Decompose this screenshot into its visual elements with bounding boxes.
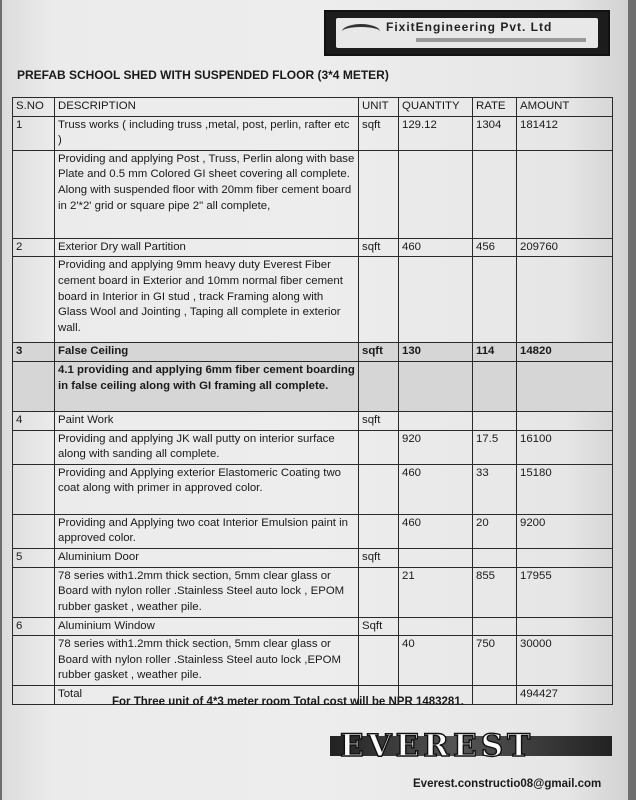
cell-quantity: 130 bbox=[399, 343, 473, 362]
cell-amount: 14820 bbox=[517, 343, 613, 362]
column-header: RATE bbox=[473, 98, 517, 117]
cell-quantity: 21 bbox=[399, 567, 473, 617]
cell-quantity bbox=[399, 548, 473, 567]
table-row bbox=[13, 617, 613, 636]
cell-amount bbox=[517, 617, 613, 636]
cell-description: 78 series with1.2mm thick section, 5mm clear glass or Board with nylon roller .Stainless Steel auto lock ,EPOM rubber gasket , weather pile. bbox=[55, 636, 359, 686]
cell-quantity: 40 bbox=[399, 636, 473, 686]
column-header: S.NO bbox=[13, 98, 55, 117]
cell-amount bbox=[517, 411, 613, 430]
cell-unit: sqft bbox=[359, 548, 399, 567]
cell-rate bbox=[473, 686, 517, 705]
cell-unit bbox=[359, 464, 399, 514]
cell-amount bbox=[517, 548, 613, 567]
cell-rate bbox=[473, 548, 517, 567]
table-row bbox=[13, 361, 613, 411]
cell-amount: 494427 bbox=[517, 686, 613, 705]
column-header: AMOUNT bbox=[517, 98, 613, 117]
cell-description: Providing and applying JK wall putty on interior surface along with sanding all complete. bbox=[55, 430, 359, 464]
table-row bbox=[13, 548, 613, 567]
cell-description: Truss works ( including truss ,metal, post, perlin, rafter etc ) bbox=[55, 116, 359, 150]
cell-sno: 1 bbox=[13, 116, 55, 150]
cell-quantity bbox=[399, 361, 473, 411]
cell-sno bbox=[13, 361, 55, 411]
cell-rate: 17.5 bbox=[473, 430, 517, 464]
cell-rate: 20 bbox=[473, 514, 517, 548]
cell-rate bbox=[473, 617, 517, 636]
document-page bbox=[2, 0, 628, 800]
table-row bbox=[13, 150, 613, 238]
cell-sno bbox=[13, 257, 55, 343]
cell-quantity: 460 bbox=[399, 238, 473, 257]
cell-rate bbox=[473, 411, 517, 430]
total-cost-note: For Three unit of 4*3 meter room Total cost will be NPR 1483281. bbox=[112, 696, 464, 708]
cell-amount: 15180 bbox=[517, 464, 613, 514]
cell-amount: 181412 bbox=[517, 116, 613, 150]
cell-description: Aluminium Door bbox=[55, 548, 359, 567]
cell-quantity: 460 bbox=[399, 464, 473, 514]
cell-quantity bbox=[399, 411, 473, 430]
table-row bbox=[13, 567, 613, 617]
cell-sno: 6 bbox=[13, 617, 55, 636]
cell-unit bbox=[359, 361, 399, 411]
cell-unit: sqft bbox=[359, 411, 399, 430]
cell-description: False Ceiling bbox=[55, 343, 359, 362]
cell-description: Aluminium Window bbox=[55, 617, 359, 636]
cell-rate bbox=[473, 257, 517, 343]
cell-quantity: 920 bbox=[399, 430, 473, 464]
cell-sno bbox=[13, 430, 55, 464]
cell-amount bbox=[517, 257, 613, 343]
company-logo-text: FixitEngineering Pvt. Ltd bbox=[386, 20, 553, 34]
column-header: QUANTITY bbox=[399, 98, 473, 117]
table-row bbox=[13, 514, 613, 548]
cell-unit: sqft bbox=[359, 116, 399, 150]
document-title: PREFAB SCHOOL SHED WITH SUSPENDED FLOOR (3*4 METER) bbox=[17, 68, 389, 82]
cell-amount: 30000 bbox=[517, 636, 613, 686]
cell-description: 78 series with1.2mm thick section, 5mm clear glass or Board with nylon roller .Stainless Steel auto lock , EPOM rubber gasket , weather pile. bbox=[55, 567, 359, 617]
cell-sno bbox=[13, 686, 55, 705]
column-header: UNIT bbox=[359, 98, 399, 117]
table-row bbox=[13, 343, 613, 362]
cell-unit bbox=[359, 150, 399, 238]
cell-quantity: 129.12 bbox=[399, 116, 473, 150]
cell-description: Total bbox=[55, 686, 359, 705]
cell-quantity: 460 bbox=[399, 514, 473, 548]
table-row bbox=[13, 116, 613, 150]
contact-email: Everest.constructio08@gmail.com bbox=[413, 778, 602, 790]
cell-sno: 5 bbox=[13, 548, 55, 567]
cell-rate bbox=[473, 361, 517, 411]
everest-logo bbox=[330, 728, 612, 768]
cell-quantity bbox=[399, 257, 473, 343]
table-row bbox=[13, 636, 613, 686]
cell-rate: 114 bbox=[473, 343, 517, 362]
table-header-row bbox=[13, 98, 613, 117]
table-row bbox=[13, 238, 613, 257]
table-row bbox=[13, 411, 613, 430]
cell-amount bbox=[517, 150, 613, 238]
cell-unit bbox=[359, 257, 399, 343]
cell-description: 4.1 providing and applying 6mm fiber cement boarding in false ceiling along with GI framing all complete. bbox=[55, 361, 359, 411]
cell-description: Providing and applying 9mm heavy duty Everest Fiber cement board in Exterior and 10mm normal fiber cement board in Interior in GI stud , track Framing along with Glass Wool and Jointing , Taping all complete in exterior wall. bbox=[55, 257, 359, 343]
cell-quantity bbox=[399, 150, 473, 238]
cell-amount: 209760 bbox=[517, 238, 613, 257]
cell-rate: 33 bbox=[473, 464, 517, 514]
cell-sno bbox=[13, 150, 55, 238]
logo-swoosh-icon bbox=[342, 24, 380, 39]
cell-sno bbox=[13, 567, 55, 617]
cell-amount: 17955 bbox=[517, 567, 613, 617]
cell-sno bbox=[13, 464, 55, 514]
cell-unit bbox=[359, 636, 399, 686]
cell-description: Providing and applying Post , Truss, Perlin along with base Plate and 0.5 mm Colored GI sheet covering all complete. Along with suspended floor with 20mm fiber cement board in 2'*2' grid or square pipe 2" all complete, bbox=[55, 150, 359, 238]
cell-description: Paint Work bbox=[55, 411, 359, 430]
cell-unit: sqft bbox=[359, 238, 399, 257]
cell-rate bbox=[473, 150, 517, 238]
cell-sno: 3 bbox=[13, 343, 55, 362]
cell-amount: 9200 bbox=[517, 514, 613, 548]
cell-sno: 4 bbox=[13, 411, 55, 430]
cell-sno bbox=[13, 636, 55, 686]
cell-amount: 16100 bbox=[517, 430, 613, 464]
cell-unit bbox=[359, 514, 399, 548]
everest-logo-text: EVEREST bbox=[340, 728, 535, 764]
company-logo-header bbox=[324, 10, 610, 56]
cell-unit bbox=[359, 430, 399, 464]
cell-rate: 1304 bbox=[473, 116, 517, 150]
table-row bbox=[13, 430, 613, 464]
cell-amount bbox=[517, 361, 613, 411]
quotation-table bbox=[12, 97, 613, 705]
cell-unit: sqft bbox=[359, 343, 399, 362]
table-row bbox=[13, 464, 613, 514]
cell-sno bbox=[13, 514, 55, 548]
table-row bbox=[13, 257, 613, 343]
cell-rate: 855 bbox=[473, 567, 517, 617]
cell-unit: Sqft bbox=[359, 617, 399, 636]
cell-sno: 2 bbox=[13, 238, 55, 257]
cell-quantity bbox=[399, 617, 473, 636]
cell-description: Providing and Applying two coat Interior Emulsion paint in approved color. bbox=[55, 514, 359, 548]
cell-description: Exterior Dry wall Partition bbox=[55, 238, 359, 257]
cell-description: Providing and Applying exterior Elastomeric Coating two coat along with primer in approved color. bbox=[55, 464, 359, 514]
cell-rate: 750 bbox=[473, 636, 517, 686]
cell-rate: 456 bbox=[473, 238, 517, 257]
column-header: DESCRIPTION bbox=[55, 98, 359, 117]
cell-unit bbox=[359, 567, 399, 617]
